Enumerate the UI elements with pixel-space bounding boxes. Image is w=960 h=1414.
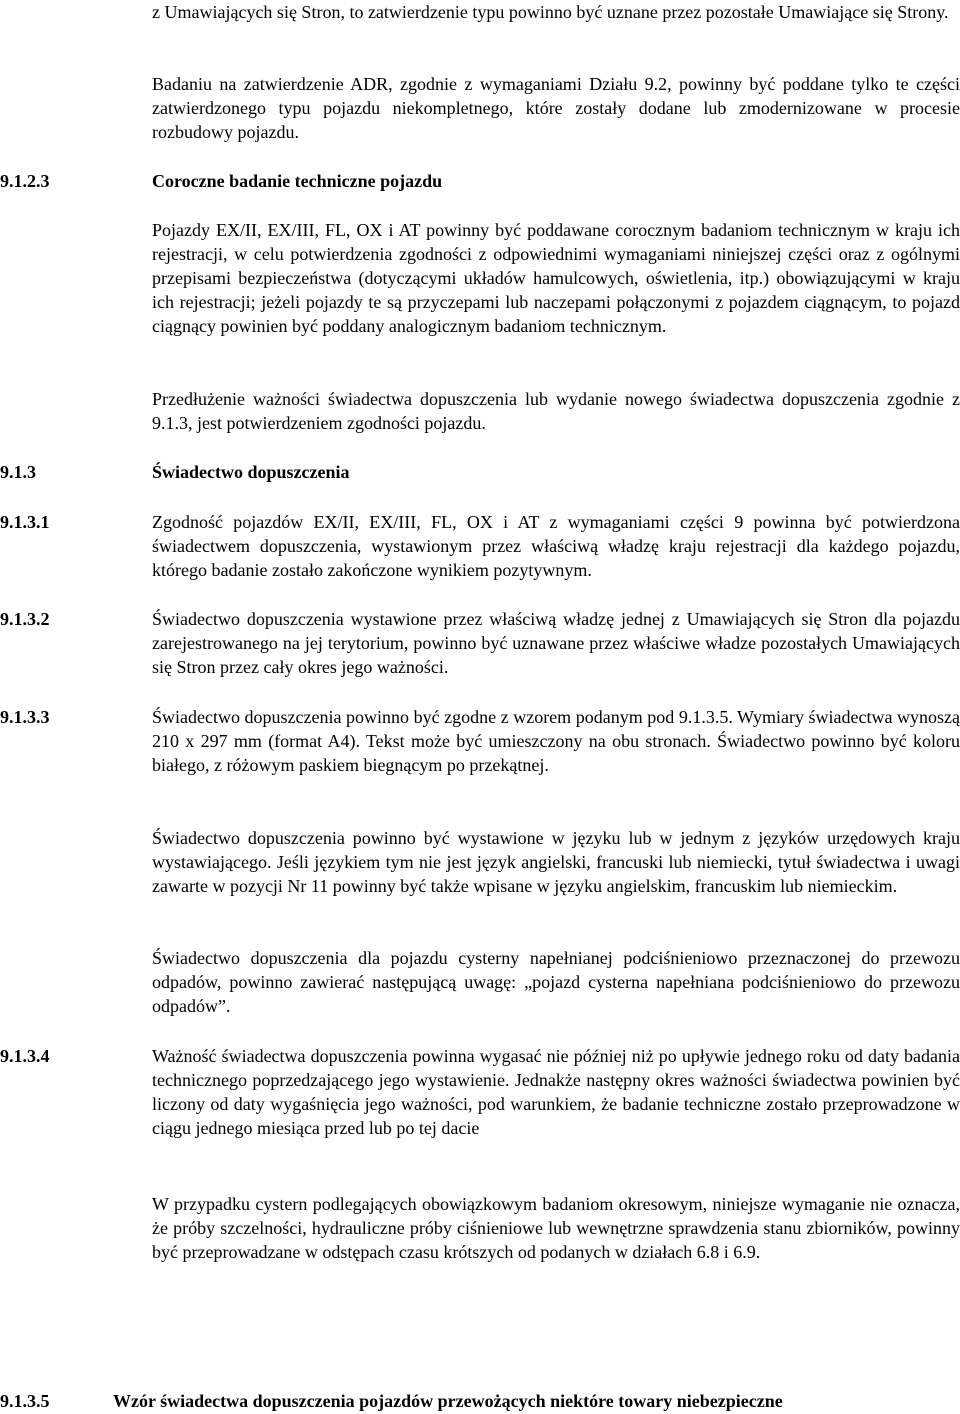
section-title: Świadectwo dopuszczenia [152, 462, 350, 482]
section-number: 9.1.3.1 [0, 512, 50, 532]
paragraph-text: Świadectwo dopuszczenia wystawione przez właściwą władzę jednej z Umawiających się Stron dla pojazdu zarejestrowanego na jej terytorium, powinno być uznawane przez właściwe władze pozostałych Umawiających się Stron przez cały okres jego ważności. [152, 609, 960, 677]
paragraph-text: Świadectwo dopuszczenia powinno być zgodne z wzorem podanym pod 9.1.3.5. Wymiary świadectwa wynoszą 210 x 297 mm (format A4). Tekst może być umieszczony na obu stronach. Świadectwo powinno być koloru białego, z różowym paskiem biegnącym po przekątnej. [152, 707, 960, 775]
paragraph-text: Ważność świadectwa dopuszczenia powinna wygasać nie później niż po upływie jednego roku od daty badania technicznego poprzedzającego jego wystawienie. Jednakże następny okres ważności świadectwa powinien być liczony od daty wygaśnięcia jego ważności, pod warunkiem, że badanie techniczne zostało przeprowadzone w ciągu jednego miesiąca przed lub po tej dacie [152, 1046, 960, 1138]
section-title: Wzór świadectwa dopuszczenia pojazdów przewożących niektóre towary niebezpieczne [113, 1391, 783, 1411]
section-number: 9.1.3.5 [0, 1391, 50, 1411]
paragraph-text: Badaniu na zatwierdzenie ADR, zgodnie z wymaganiami Działu 9.2, powinny być poddane tylko te części zatwierdzonego typu pojazdu niekompletnego, które zostały dodane lub zmodernizowane w procesie rozbudowy pojazdu. [152, 74, 960, 142]
paragraph-text: z Umawiających się Stron, to zatwierdzenie typu powinno być uznane przez pozostałe Umawiające się Strony. [152, 2, 949, 22]
paragraph-text: W przypadku cystern podlegających obowiązkowym badaniom okresowym, niniejsze wymaganie nie oznacza, że próby szczelności, hydrauliczne próby ciśnieniowe lub wewnętrzne sprawdzenia stanu zbiorników, powinny być przeprowadzane w odstępach czasu krótszych od podanych w działach 6.8 i 6.9. [152, 1194, 960, 1262]
section-number: 9.1.3 [0, 462, 36, 482]
paragraph-text: Zgodność pojazdów EX/II, EX/III, FL, OX i AT z wymaganiami części 9 powinna być potwierdzona świadectwem dopuszczenia, wystawionym przez właściwą władzę kraju rejestracji dla każdego pojazdu, którego badanie zostało zakończone wynikiem pozytywnym. [152, 512, 960, 580]
section-number: 9.1.3.2 [0, 609, 50, 629]
section-number: 9.1.3.3 [0, 707, 50, 727]
paragraph-text: Świadectwo dopuszczenia powinno być wystawione w języku lub w jednym z języków urzędowych kraju wystawiającego. Jeśli językiem tym nie jest język angielski, francuski lub niemiecki, tytuł świadectwa i uwagi zawarte w pozycji Nr 11 powinny być także wpisane w języku angielskim, francuskim lub niemieckim. [152, 828, 960, 896]
section-title: Coroczne badanie techniczne pojazdu [152, 171, 443, 191]
paragraph-text: Przedłużenie ważności świadectwa dopuszczenia lub wydanie nowego świadectwa dopuszczenia zgodnie z 9.1.3, jest potwierdzeniem zgodności pojazdu. [152, 389, 960, 433]
section-number: 9.1.3.4 [0, 1046, 50, 1066]
paragraph-text: Pojazdy EX/II, EX/III, FL, OX i AT powinny być poddawane corocznym badaniom technicznym w kraju ich rejestracji, w celu potwierdzenia zgodności z odpowiednimi wymaganiami niniejszej części oraz z ogólnymi przepisami bezpieczeństwa (dotyczącymi układów hamulcowych, oświetlenia, itp.) obowiązującymi w kraju ich rejestracji; jeżeli pojazdy te są przyczepami lub naczepami połączonymi z pojazdem ciągnącym, to pojazd ciągnący powinien być poddany analogicznym badaniom technicznym. [152, 220, 960, 336]
section-number: 9.1.2.3 [0, 171, 50, 191]
paragraph-text: Świadectwo dopuszczenia dla pojazdu cysterny napełnianej podciśnieniowo przeznaczonej do przewozu odpadów, powinno zawierać następującą uwagę: „pojazd cysterna napełniana podciśnieniowo do przewozu odpadów”. [152, 948, 960, 1016]
